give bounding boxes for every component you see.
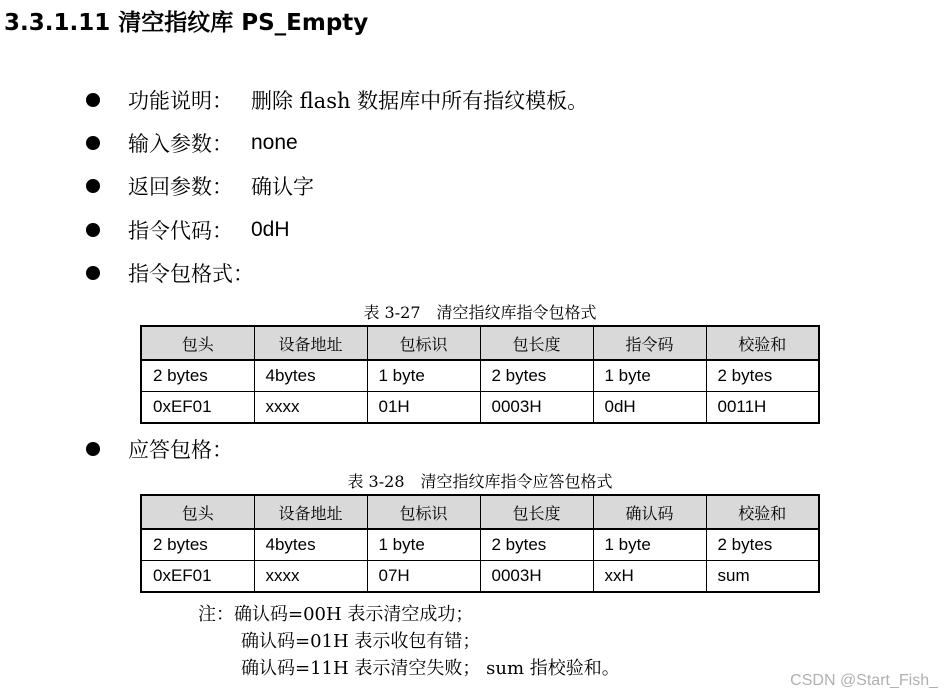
bullet-value: none [251, 131, 298, 154]
bullet-label: 指令代码： [128, 219, 233, 243]
bullet-value: 0dH [251, 218, 290, 241]
header-cell: 设备地址 [254, 495, 367, 529]
table-cell: 0xEF01 [141, 392, 254, 424]
table-row [141, 561, 819, 593]
table-cell: 1 byte [593, 360, 706, 392]
table-cell: 0003H [480, 392, 593, 424]
table-cell: 2 bytes [480, 360, 593, 392]
table2-caption: 表 3-28 清空指纹库指令应答包格式 [347, 472, 613, 491]
bullet-value: 确认字 [251, 175, 314, 199]
table-cell: xxxx [254, 392, 367, 424]
header-cell: 校验和 [706, 326, 819, 360]
table-row [141, 392, 819, 424]
header-cell: 包标识 [367, 495, 480, 529]
table-row [141, 360, 819, 392]
table-cell: 01H [367, 392, 480, 424]
table-cell: 1 byte [367, 360, 480, 392]
header-cell: 指令码 [593, 326, 706, 360]
watermark: CSDN @Start_Fish_ [790, 672, 938, 689]
bullet-icon [86, 223, 100, 237]
header-cell: 设备地址 [254, 326, 367, 360]
table-header-row [141, 326, 819, 360]
command-format-table [140, 325, 820, 424]
bullet-response-format [86, 434, 233, 464]
bullet-icon [86, 266, 100, 280]
table-cell: 07H [367, 561, 480, 593]
table-cell: 4bytes [254, 529, 367, 561]
note-line-1: 注：确认码=00H 表示清空成功； [198, 604, 474, 625]
table-cell: 0dH [593, 392, 706, 424]
header-cell: 校验和 [706, 495, 819, 529]
table-cell: 2 bytes [706, 529, 819, 561]
table-cell: sum [706, 561, 819, 593]
table-cell: xxxx [254, 561, 367, 593]
table-cell: 1 byte [367, 529, 480, 561]
table-cell: 0xEF01 [141, 561, 254, 593]
header-cell: 确认码 [593, 495, 706, 529]
bullet-icon [86, 179, 100, 193]
table-cell: 1 byte [593, 529, 706, 561]
note-line-2: 确认码=01H 表示收包有错； [241, 631, 481, 652]
bullet-label: 应答包格： [128, 438, 233, 462]
response-format-table [140, 494, 820, 593]
bullet-function [86, 85, 588, 115]
bullet-label: 返回参数： [128, 175, 233, 199]
table-cell: 2 bytes [141, 529, 254, 561]
table-cell: 4bytes [254, 360, 367, 392]
bullet-code [86, 215, 290, 245]
table-cell: 0011H [706, 392, 819, 424]
header-cell: 包头 [141, 326, 254, 360]
bullet-value: 删除 flash 数据库中所有指纹模板。 [251, 89, 589, 113]
header-cell: 包长度 [480, 495, 593, 529]
header-cell: 包标识 [367, 326, 480, 360]
bullet-icon [86, 442, 100, 456]
note-line-3: 确认码=11H 表示清空失败； sum 指校验和。 [241, 658, 620, 679]
bullet-icon [86, 136, 100, 150]
table-cell: 2 bytes [706, 360, 819, 392]
table-cell: 0003H [480, 561, 593, 593]
bullet-return [86, 171, 314, 201]
header-cell: 包头 [141, 495, 254, 529]
section-title: 3.3.1.11 清空指纹库 PS_Empty [4, 10, 369, 36]
bullet-label: 功能说明： [128, 89, 233, 113]
bullet-label: 输入参数： [128, 132, 233, 156]
table-row [141, 529, 819, 561]
table-cell: 2 bytes [480, 529, 593, 561]
bullet-icon [86, 93, 100, 107]
table1-caption: 表 3-27 清空指纹库指令包格式 [363, 303, 597, 322]
table-header-row [141, 495, 819, 529]
bullet-command-format [86, 258, 254, 288]
bullet-input [86, 128, 298, 158]
table-cell: xxH [593, 561, 706, 593]
table-cell: 2 bytes [141, 360, 254, 392]
header-cell: 包长度 [480, 326, 593, 360]
bullet-label: 指令包格式： [128, 262, 254, 286]
